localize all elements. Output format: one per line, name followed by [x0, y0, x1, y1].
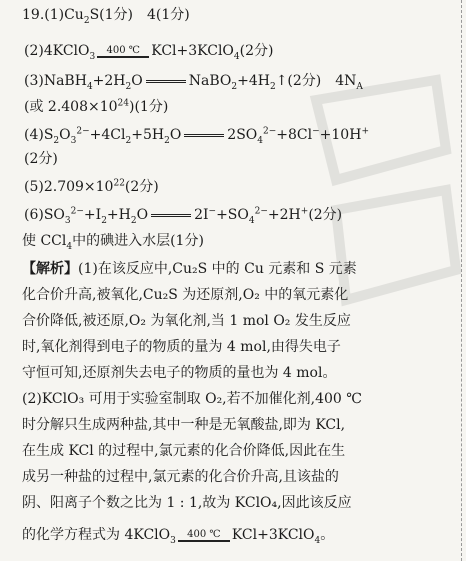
text: 时分解只生成两种盐,其中一种是无氧酸盐,即为 KCl, — [22, 417, 346, 433]
answer-line-8: $(6)SO_3^{2-}+I_2+H_2O$ $2I^-+SO_4^{2-}+2H^+(2$分) — [24, 206, 343, 226]
text: (4)S — [24, 127, 54, 143]
answer-line-9: 使 CCl$_4$中的碘进入水层(1分) — [22, 233, 204, 252]
text: 的化学方程式为 4KClO — [22, 527, 171, 543]
text: 2I — [194, 207, 209, 223]
text: +10H — [319, 127, 362, 143]
answer-line-5: $(4)S_2O_3^{2-}+4Cl_2+5H_2O$ $2SO_4^{2-}+8Cl^-+10H^+$ — [24, 126, 369, 146]
text: +5H — [131, 127, 165, 143]
reaction-condition: 400 ℃ — [97, 45, 149, 58]
text: 合价降低,被还原,O₂ 为氧化剂,当 1 mol O₂ 发生反应 — [22, 313, 351, 329]
analysis-line-2 — [22, 286, 348, 304]
answer-line-2: (2)4KClO$_3$ 400 ℃ KCl+3KClO$_4$(2分) — [24, 43, 274, 62]
page-edge-divider — [460, 0, 462, 561]
analysis-line-4 — [22, 338, 341, 356]
text: (3)NaBH — [24, 73, 87, 89]
text: 2SO — [227, 127, 258, 143]
text: )(1分) — [129, 99, 169, 115]
text: (2分) — [308, 207, 343, 223]
analysis-tag: 【解析】 — [22, 261, 78, 277]
reaction-condition: 400 ℃ — [178, 529, 230, 542]
answer-line-4 — [24, 98, 168, 116]
analysis-line-3 — [22, 312, 351, 330]
text: +4Cl — [89, 127, 126, 143]
answer-line-6 — [24, 150, 58, 168]
text: ↑(2分) 4N — [275, 73, 357, 89]
answer-line-3: $(3)NaBH_4+2H_2O$ $NaBO_2+4H_2↑(2$分) $4N_A$ — [24, 73, 363, 92]
text: +H — [106, 207, 131, 223]
analysis-line-10 — [22, 494, 352, 512]
analysis-line-1 — [22, 260, 357, 278]
analysis-line-5 — [22, 364, 336, 382]
text: O — [169, 127, 182, 143]
text: 成另一种盐的过程中,氯元素的化合价升高,且该盐的 — [22, 469, 339, 485]
text: KCl+3KClO — [231, 527, 315, 543]
text: (2分) — [24, 151, 58, 167]
text: 19.(1)Cu — [22, 7, 84, 23]
text: +SO — [216, 207, 249, 223]
analysis-line-6 — [22, 390, 362, 408]
text: NaBO — [188, 73, 232, 89]
text: +8Cl — [276, 127, 313, 143]
text: O — [59, 127, 71, 143]
text: +4H — [237, 73, 270, 89]
text: (或 2.408×10 — [24, 99, 118, 115]
text: (6)SO — [24, 207, 65, 223]
text: A — [356, 81, 363, 92]
text: 使 CCl — [22, 233, 67, 249]
text: 24 — [117, 98, 129, 109]
answer-line-7 — [24, 178, 159, 196]
analysis-line-8 — [22, 442, 345, 460]
text: 。 — [320, 527, 335, 543]
text: +2H — [92, 73, 126, 89]
text: KCl+3KClO — [151, 43, 234, 59]
text: 中的碘进入水层(1分) — [72, 233, 204, 249]
text: +I — [83, 207, 102, 223]
text: 22 — [113, 178, 125, 189]
text: (1)在该反应中,Cu₂S 中的 Cu 元素和 S 元素 — [78, 261, 357, 277]
analysis-line-9 — [22, 468, 339, 486]
text: S(1分) 4(1分) — [89, 7, 190, 23]
text: 在生成 KCl 的过程中,氯元素的化合价降低,因此在生 — [22, 443, 346, 459]
text: (2)KClO₃ 可用于实验室制取 O₂,若不加催化剂,400 ℃ — [22, 391, 362, 407]
analysis-line-7 — [22, 416, 345, 434]
text: 守恒可知,还原剂失去电子的物质的量也为 4 mol。 — [22, 365, 337, 381]
text: +2H — [267, 207, 301, 223]
text: (2分) — [124, 179, 159, 195]
answer-line-1: $19.(1)Cu_2S(1$分) 4(1分) — [22, 7, 190, 26]
text: 化合价升高,被氧化,Cu₂S 为还原剂,O₂ 中的氧元素化 — [22, 287, 349, 303]
text: O — [136, 207, 149, 223]
analysis-line-11: 的化学方程式为 4KClO$_3$ 400 ℃ KCl+3KClO$_4$。 — [22, 527, 335, 546]
text: 阴、阳离子个数之比为 1 : 1,故为 KClO₄,因此该反应 — [22, 495, 352, 511]
text: (2分) — [239, 43, 274, 59]
text: (5)2.709×10 — [24, 179, 114, 195]
text: (2)4KClO — [24, 43, 90, 59]
text: O — [131, 73, 143, 89]
text: 时,氧化剂得到电子的物质的量为 4 mol,由得失电子 — [22, 339, 341, 355]
